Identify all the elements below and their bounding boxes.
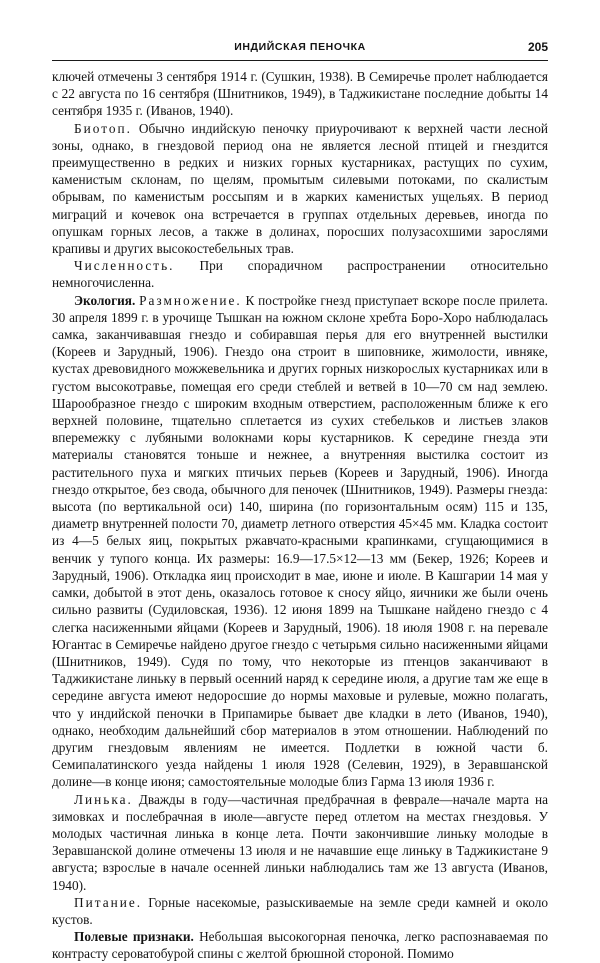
- body-text: [52, 68, 548, 963]
- breeding-heading: Размножение.: [139, 292, 242, 308]
- abundance-text: При спорадичном распространении относительно немногочисленна.: [52, 258, 548, 291]
- field-marks-heading: Полевые признаки.: [74, 929, 194, 945]
- paragraph-field-marks: [52, 928, 548, 962]
- breeding-text: К постройке гнезд приступает вскоре после прилета. 30 апреля 1899 г. в урочище Тышкан на южном склоне хребта Боро-Хоро наблюдалась самка, заканчивавшая гнездо и собиравшая перья для его внутренней выстилки (Кореев и Зарудный, 1906). Гнездо она строит в шиповнике, жимолости, ивняке, кустах древовидного можжевельника и других горных низкорослых кустарниках или в густом высокотравье, помещая его среди стеблей и ветвей в 10—70 см над землею. Шарообразное гнездо с широким входным отверстием, расположенным ближе к его верхней половине, тщательно сплетается из сухих стебельков и листьев злаков вперемежку с лубяными волокнами коры кустарников. К середине гнезда эти материалы становятся тоньше и нежнее, а внутренняя выстилка состоит из растительного пуха и мягких птичьих перьев (Кореев и Зарудный, 1906). Иногда гнездо открытое, без свода, обычного для пеночек (Шнитников, 1949). Размеры гнезда: высота (по вертикальной оси) 140, ширина (по горизонтальным осям) 115 и 135, диаметр внутренней полости 70, диаметр летного отверстия 45×45 мм. Кладка состоит из 4—5 белых яиц, покрытых ржавчато-красными крапинками, сгущающимися в венчик у тупого конца. Их размеры: 16.9—17.5×12—13 мм (Бекер, 1926; Кореев и Зарудный, 1906). Откладка яиц происходит в мае, июне и июле. В Кашгарии 14 мая у самки, добытой в этот день, оказалось готовое к сносу яйцо, яичники же были очень сильно развиты (Судиловская, 1936). 12 июня 1899 на Тышкане найдено гнездо с 4 слегка насиженными яйцами (Кореев и Зарудный, 1906). 18 июля 1908 г. на перевале Югантас в Семиречье найдено другое гнездо с четырьмя сильно насиженными яйцами (Шнитников, 1949). Судя по тому, что некоторые из птенцов заканчивают в Таджикистане линьку в первый осенний наряд к середине июля, а другие там же еще в середине августа имеют недоросшие до нормы маховые и рулевые, можно полагать, что у индийской пеночки в Припамирье бывает две кладки в лето (Иванов, 1940), однако, необходим дальнейший сбор материалов в этом отношении. Наблюдений по другим гнездовым явлениям не имеется. Подлетки в южной части б. Семипалатинского уезда найдены 1 июля 1928 (Селевин, 1929), в Зеравшанской долине—в конце июня; самостоятельные молодые близ Гарма 13 июля 1936 г.: [52, 292, 548, 790]
- page-header: [52, 40, 548, 61]
- molt-text: Дважды в году—частичная предбрачная в феврале—начале марта на зимовках и послебрачная в июле—августе перед отлетом на местах гнездовья. У молодых частичная линька в конце лета. Почти закончившие линьку молодые в Зеравшанской долине отмечены 13 июля и не начавшие еще линьку в Таджикистане 9 августа; взрослые в начале осенней линьки наблюдались там же 13 августа (Иванов, 1940).: [52, 791, 548, 893]
- feeding-text: Горные насекомые, разыскиваемые на земле среди камней и около кустов.: [52, 894, 548, 927]
- paragraph-feeding: [52, 894, 548, 928]
- paragraph-molt: [52, 791, 548, 894]
- paragraph-breeding: [52, 292, 548, 791]
- molt-heading: Линька.: [74, 791, 133, 807]
- ecology-heading: Экология.: [74, 292, 136, 308]
- running-title: ИНДИЙСКАЯ ПЕНОЧКА: [234, 41, 366, 53]
- field-marks-text: Небольшая высокогорная пеночка, легко распознаваемая по контрасту сероватобурой спины с желтой брюшной стороной. Помимо: [52, 929, 549, 962]
- paragraph-biotope: [52, 120, 548, 258]
- page-number: 205: [527, 40, 548, 54]
- biotope-text: Обычно индийскую пеночку приурочивают к верхней части лесной зоны, однако, в гнездовой период она не является лесной птицей и гнездится преимущественно в редких и низких горных кустарниках, растущих по сухим, каменистым склонам, по щелям, промытым силевыми потоками, по скалистым обрывам, по каменистым россыпям и в жарких каменистых ущельях. В период миграций и кочевок она встречается в группах отдельных деревьев, иногда по опушкам горных лесов, а также в долинах, поросших полузасохшими зарослями крапивы и других высокостебельных трав.: [52, 120, 548, 257]
- migration-text: ключей отмечены 3 сентября 1914 г. (Сушкин, 1938). В Семиречье пролет наблюдается с 22 августа по 16 сентября (Шнитников, 1949), в Таджикистане последние добыты 14 сентября 1935 г. (Иванов, 1940).: [52, 69, 548, 119]
- biotope-heading: Биотоп.: [74, 120, 132, 136]
- abundance-heading: Численность.: [74, 258, 175, 274]
- paragraph-migration: [52, 68, 548, 120]
- feeding-heading: Питание.: [74, 894, 143, 910]
- paragraph-abundance: [52, 257, 548, 291]
